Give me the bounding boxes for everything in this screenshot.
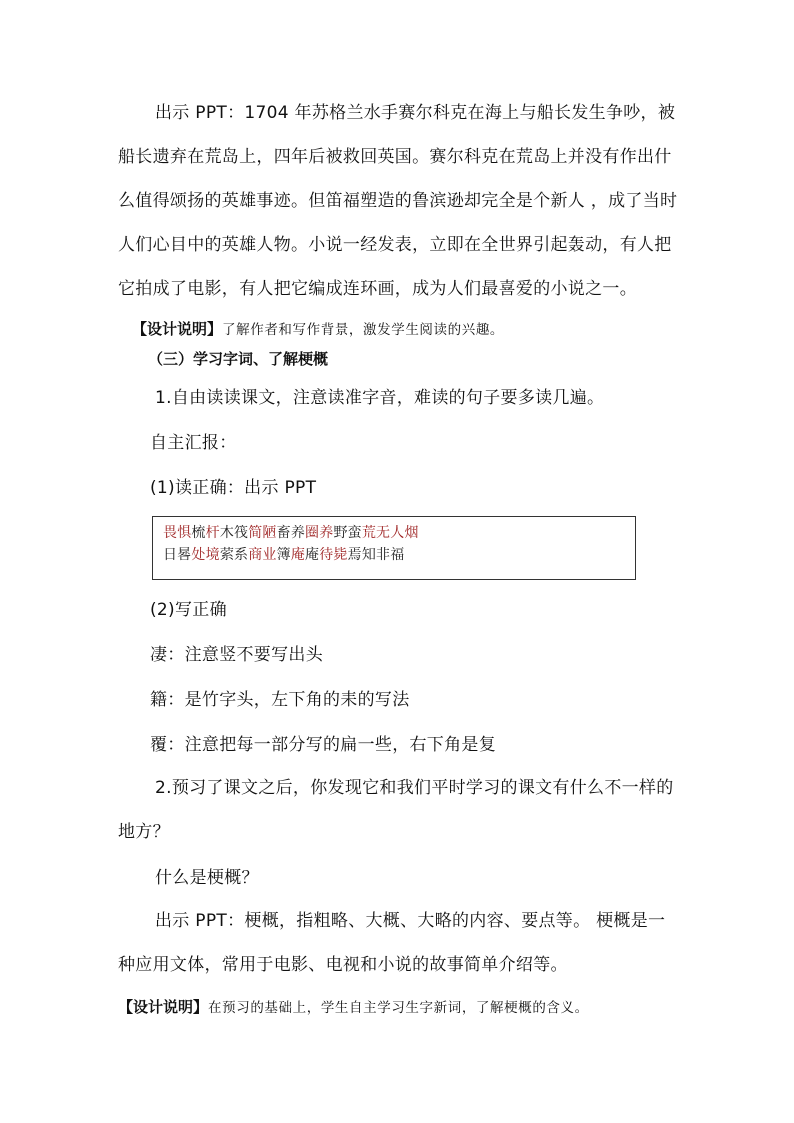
vocabulary-word: 梳 <box>191 525 206 541</box>
design-note-text: 了解作者和写作背景，激发学生阅读的兴趣。 <box>222 322 505 338</box>
vocabulary-line <box>163 544 625 566</box>
write-item: 覆：注意把每一部分写的扁一些，右下角是复 <box>150 735 496 755</box>
vocabulary-word: 庵 <box>290 547 306 563</box>
section-heading: （三）学习字词、了解梗概 <box>148 350 329 368</box>
vocabulary-word: 萦系 <box>219 547 249 563</box>
paragraph-line: 出示 PPT：梗概，指粗略、大概、大略的内容、要点等。 梗概是一 <box>155 911 666 931</box>
paragraph-line: 人们心目中的英雄人物。小说一经发表，立即在全世界引起轰动，有人把 <box>118 235 672 255</box>
design-note-1 <box>132 317 692 342</box>
paragraph-line: 2.预习了课文之后，你发现它和我们平时学习的课文有什么不一样的 <box>155 778 674 798</box>
synopsis-question: 什么是梗概？ <box>155 868 259 888</box>
vocabulary-word: 畜养 <box>276 525 306 541</box>
vocabulary-word: 焉知非福 <box>347 547 405 563</box>
vocabulary-line <box>163 522 625 544</box>
paragraph-line: 出示 PPT：1704 年苏格兰水手赛尔科克在海上与船长发生争吵，被 <box>155 103 676 123</box>
paragraph-line: 船长遗弃在荒岛上，四年后被救回英国。赛尔科克在荒岛上并没有作出什 <box>118 147 672 167</box>
vocabulary-word: 商业 <box>248 547 277 563</box>
vocabulary-word: 日晷 <box>163 547 192 563</box>
vocabulary-word: 杆 <box>205 525 220 541</box>
read-correct-label: (1)读正确：出示 PPT <box>150 478 317 498</box>
paragraph-line: 它拍成了电影，有人把它编成连环画，成为人们最喜爱的小说之一。 <box>118 279 637 299</box>
step-1: 1.自由读读课文，注意读准字音，难读的句子要多读几遍。 <box>155 388 605 408</box>
design-note-label: 【设计说明】 <box>118 998 209 1016</box>
write-item: 凄：注意竖不要写出头 <box>150 645 323 665</box>
background-paragraph <box>118 91 678 311</box>
paragraph-line: 地方？ <box>118 822 170 842</box>
synopsis-paragraph <box>118 899 678 987</box>
vocabulary-word: 待毙 <box>319 547 348 563</box>
write-item: 籍：是竹字头，左下角的耒的写法 <box>150 690 410 710</box>
vocabulary-word: 庵 <box>305 547 320 563</box>
vocabulary-word: 簿 <box>276 547 291 563</box>
paragraph-line: 么值得颂扬的英雄事迹。但笛福塑造的鲁滨逊却完全是个新人 ，成了当时 <box>118 191 678 211</box>
vocabulary-word: 畏惧 <box>163 525 192 541</box>
vocabulary-word: 木筏 <box>219 525 249 541</box>
vocabulary-word: 荒无人烟 <box>361 525 419 541</box>
vocabulary-box <box>152 516 636 580</box>
vocabulary-word: 简陋 <box>248 525 277 541</box>
design-note-text: 在预习的基础上，学生自主学习生字新词，了解梗概的含义。 <box>208 1000 589 1016</box>
design-note-label: 【设计说明】 <box>132 320 223 338</box>
paragraph-line: 种应用文体，常用于电影、电视和小说的故事简单介绍等。 <box>118 955 568 975</box>
design-note-2 <box>118 995 678 1020</box>
vocabulary-word: 处境 <box>191 547 220 563</box>
step-2-paragraph <box>118 766 678 854</box>
vocabulary-word: 圈养 <box>305 525 334 541</box>
vocabulary-word: 野蛮 <box>333 525 362 541</box>
write-correct-label: (2)写正确 <box>150 600 227 620</box>
self-report-label: 自主汇报： <box>150 433 237 453</box>
